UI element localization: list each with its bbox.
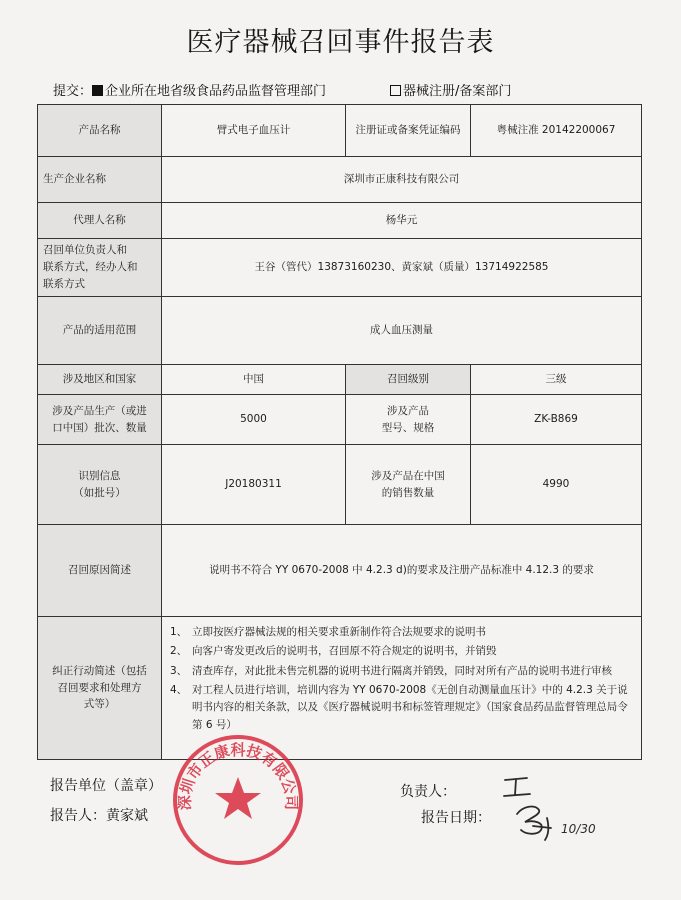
model-value: ZK-B869 bbox=[471, 395, 642, 445]
recall-report-table bbox=[37, 104, 642, 760]
batch-label bbox=[38, 395, 162, 445]
submit-option-provincial: 企业所在地省级食品药品监督管理部门 bbox=[105, 84, 327, 99]
contact-value: 王谷（管代）13873160230、黄家斌（质量）13714922585 bbox=[162, 239, 642, 297]
sales-value: 4990 bbox=[471, 445, 642, 525]
recall-level-value: 三级 bbox=[471, 365, 642, 395]
scope-value: 成人血压测量 bbox=[162, 297, 642, 365]
row-batch bbox=[38, 395, 642, 445]
row-region bbox=[38, 365, 642, 395]
reason-value: 说明书不符合 YY 0670-2008 中 4.2.3 d)的要求及注册产品标准中 4.12.3 的要求 bbox=[162, 525, 642, 617]
contact-label-line: 召回单位负责人和 bbox=[43, 244, 127, 257]
action-item bbox=[170, 624, 633, 641]
submit-line bbox=[53, 80, 511, 99]
agent-label: 代理人名称 bbox=[38, 203, 162, 239]
action-label-line: 纠正行动简述（包括 bbox=[52, 664, 147, 677]
action-number: 4、 bbox=[170, 683, 188, 696]
action-text: 向客户寄发更改后的说明书，召回原不符合规定的说明书，并销毁 bbox=[192, 645, 497, 658]
model-label-line: 型号、规格 bbox=[381, 421, 435, 434]
responsible-label: 负责人： bbox=[400, 784, 456, 800]
region-label: 涉及地区和国家 bbox=[38, 365, 162, 395]
action-number: 2、 bbox=[170, 645, 188, 658]
identification-label-line: 识别信息 bbox=[78, 469, 121, 482]
identification-label bbox=[38, 445, 162, 525]
contact-label-line: 联系方式，经办人和 bbox=[43, 261, 138, 274]
company-seal-icon bbox=[171, 733, 305, 867]
batch-label-line: 涉及产品生产（或进 bbox=[52, 404, 147, 417]
action-label-line: 式等） bbox=[83, 698, 116, 711]
manufacturer-label: 生产企业名称 bbox=[38, 157, 162, 203]
report-unit-label: 报告单位（盖章） bbox=[50, 778, 162, 794]
product-name-value: 臂式电子血压计 bbox=[162, 105, 346, 157]
sales-label bbox=[346, 445, 471, 525]
identification-label-line: （如批号） bbox=[73, 486, 126, 499]
checkbox-registration-unchecked[interactable] bbox=[390, 85, 401, 96]
row-agent bbox=[38, 203, 642, 239]
model-label-line: 涉及产品 bbox=[387, 404, 429, 417]
submit-label: 提交： bbox=[53, 84, 93, 99]
contact-label bbox=[38, 239, 162, 297]
date-signature-icon bbox=[511, 800, 561, 844]
sales-label-line: 的销售数量 bbox=[381, 486, 435, 499]
model-label bbox=[346, 395, 471, 445]
row-actions bbox=[38, 617, 642, 760]
action-text: 立即按医疗器械法规的相关要求重新制作符合法规要求的说明书 bbox=[192, 626, 486, 638]
agent-value: 杨华元 bbox=[162, 203, 642, 239]
recall-level-label: 召回级别 bbox=[346, 365, 471, 395]
action-item bbox=[170, 663, 633, 680]
row-manufacturer bbox=[38, 157, 642, 203]
batch-label-line: 口中国）批次、数量 bbox=[52, 421, 147, 434]
sales-label-line: 涉及产品在中国 bbox=[371, 469, 445, 482]
reporter-label: 报告人：黄家斌 bbox=[50, 808, 148, 824]
row-reason bbox=[38, 525, 642, 617]
report-date-label: 报告日期： bbox=[421, 810, 491, 826]
row-product bbox=[38, 105, 642, 157]
form-title: 医疗器械召回事件报告表 bbox=[186, 27, 495, 58]
action-label-line: 召回要求和处理方 bbox=[57, 681, 142, 694]
action-number: 3、 bbox=[170, 664, 188, 677]
scope-label: 产品的适用范围 bbox=[38, 297, 162, 365]
action-number: 1、 bbox=[170, 626, 188, 638]
signature-date: 10/30 bbox=[561, 822, 596, 836]
registration-no-value: 粤械注准 20142200067 bbox=[471, 105, 642, 157]
row-contact bbox=[38, 239, 642, 297]
registration-no-label: 注册证或备案凭证编码 bbox=[346, 105, 471, 157]
identification-value: J20180311 bbox=[162, 445, 346, 525]
region-value: 中国 bbox=[162, 365, 346, 395]
contact-label-line: 联系方式 bbox=[43, 277, 85, 290]
action-item bbox=[170, 682, 633, 734]
action-text: 对工程人员进行培训，培训内容为 YY 0670-2008《无创自动测量血压计》中的 4.2.3 关于说明书内容的相关条款，以及《医疗器械说明书和标签管理规定》（国家食品药品监督管理总局令第 6 号） bbox=[192, 683, 628, 731]
product-name-label: 产品名称 bbox=[38, 105, 162, 157]
batch-value: 5000 bbox=[162, 395, 346, 445]
action-item bbox=[170, 643, 633, 660]
seal-text: 深圳市正康科技有限公司 bbox=[175, 740, 301, 811]
row-scope bbox=[38, 297, 642, 365]
row-identification bbox=[38, 445, 642, 525]
checkbox-provincial-checked[interactable] bbox=[92, 85, 103, 96]
submit-option-registration: 器械注册/备案部门 bbox=[403, 84, 512, 99]
reason-label: 召回原因简述 bbox=[38, 525, 162, 617]
action-label bbox=[38, 617, 162, 760]
action-text: 清查库存，对此批未售完机器的说明书进行隔离并销毁，同时对所有产品的说明书进行审核 bbox=[192, 664, 612, 677]
manufacturer-value: 深圳市正康科技有限公司 bbox=[162, 157, 642, 203]
